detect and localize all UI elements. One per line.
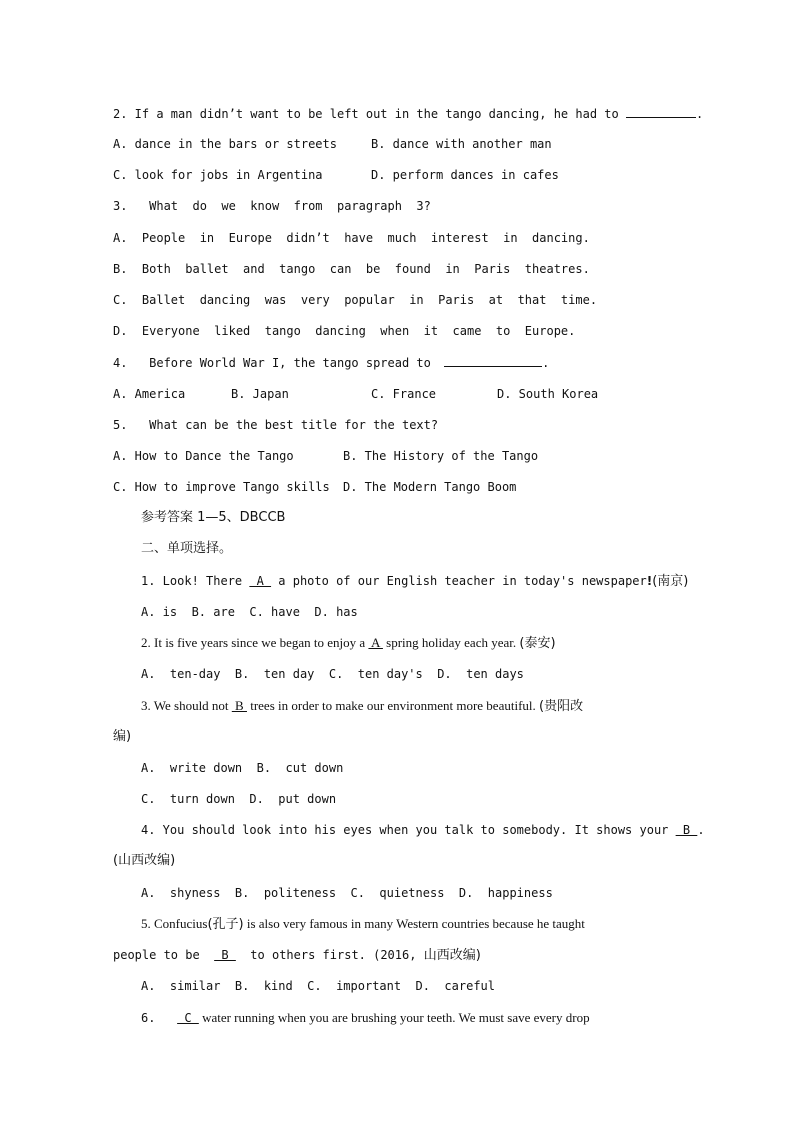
question-3-option-b: B. Both ballet and tango can be found in Paris theatres.: [113, 262, 590, 276]
source-tag: (泰安): [519, 636, 556, 651]
mc-question-3-source-cont: 编): [113, 729, 132, 744]
question-5-prompt: 5. What can be the best title for the text?: [113, 418, 439, 432]
question-3-prompt: 3. What do we know from paragraph 3?: [113, 199, 431, 213]
option: D. South Korea: [497, 387, 599, 401]
option: D. perform dances in cafes: [371, 168, 559, 182]
question-2-options-row-1: [113, 136, 552, 152]
mc-question-3-options-row-1: A. write down B. cut down: [141, 761, 344, 775]
question-5-options-row-2: [113, 479, 516, 495]
answer-letter: A: [368, 635, 383, 650]
answer-letter: B: [675, 823, 698, 837]
question-4-prompt: 4. Before World War I, the tango spread to .: [113, 356, 550, 370]
question-3-option-a: A. People in Europe didn’t have much interest in dancing.: [113, 231, 590, 245]
option: A. How to Dance the Tango: [113, 449, 294, 463]
option: B. Japan: [231, 387, 289, 401]
mc-question-2: 2. It is five years since we began to enjoy a A spring holiday each year. (泰安): [141, 635, 556, 651]
answer-letter: A: [249, 574, 272, 588]
source-tag: 山西改编): [423, 948, 481, 963]
mc-question-4: 4. You should look into his eyes when you talk to somebody. It shows your B .: [141, 823, 705, 837]
option: C. France: [371, 387, 437, 401]
question-3-option-c: C. Ballet dancing was very popular in Paris at that time.: [113, 293, 598, 307]
option: A. dance in the bars or streets: [113, 137, 337, 151]
mc-question-5: 5. Confucius(孔子) is also very famous in many Western countries because he taught: [141, 916, 585, 932]
mc-question-1-options: A. is B. are C. have D. has: [141, 605, 358, 619]
answer-blank: [444, 354, 542, 367]
mc-question-4-options: A. shyness B. politeness C. quietness D. happiness: [141, 886, 553, 900]
answer-key: 参考答案 1—5、DBCCB: [141, 510, 286, 525]
mc-question-2-options: A. ten-day B. ten day C. ten day's D. ten days: [141, 667, 524, 681]
source-tag: (南京): [652, 574, 689, 589]
mc-question-6: 6. C water running when you are brushing your teeth. We must save every drop: [141, 1010, 590, 1025]
source-tag: (贵阳改: [539, 699, 584, 714]
answer-letter: B: [214, 948, 236, 962]
question-2-options-row-2: [113, 167, 559, 183]
question-4-options: [113, 386, 598, 402]
option: C. How to improve Tango skills: [113, 480, 330, 494]
answer-letter: C: [177, 1011, 199, 1025]
question-5-options-row-1: [113, 448, 538, 464]
option: C. look for jobs in Argentina: [113, 168, 323, 182]
mc-question-5-cont: people to be B to others first. (2016, 山西改编): [113, 948, 481, 963]
option: B. The History of the Tango: [343, 449, 539, 463]
section-heading: 二、单项选择。: [141, 541, 233, 556]
option: A. America: [113, 387, 186, 401]
question-2-prompt: 2. If a man didn’t want to be left out in the tango dancing, he had to .: [113, 107, 704, 121]
mc-question-3-options-row-2: C. turn down D. put down: [141, 792, 337, 806]
option: B. dance with another man: [371, 137, 552, 151]
mc-question-3: 3. We should not B trees in order to make our environment more beautiful. (贵阳改: [141, 698, 584, 714]
mc-question-1: 1. Look! There A a photo of our English teacher in today's newspaper!(南京): [141, 574, 689, 589]
mc-question-4-source: (山西改编): [113, 853, 176, 868]
answer-letter: B: [231, 698, 247, 713]
mc-question-5-options: A. similar B. kind C. important D. careful: [141, 979, 496, 993]
question-3-option-d: D. Everyone liked tango dancing when it came to Europe.: [113, 324, 576, 338]
option: D. The Modern Tango Boom: [343, 480, 517, 494]
answer-blank: [626, 105, 696, 118]
